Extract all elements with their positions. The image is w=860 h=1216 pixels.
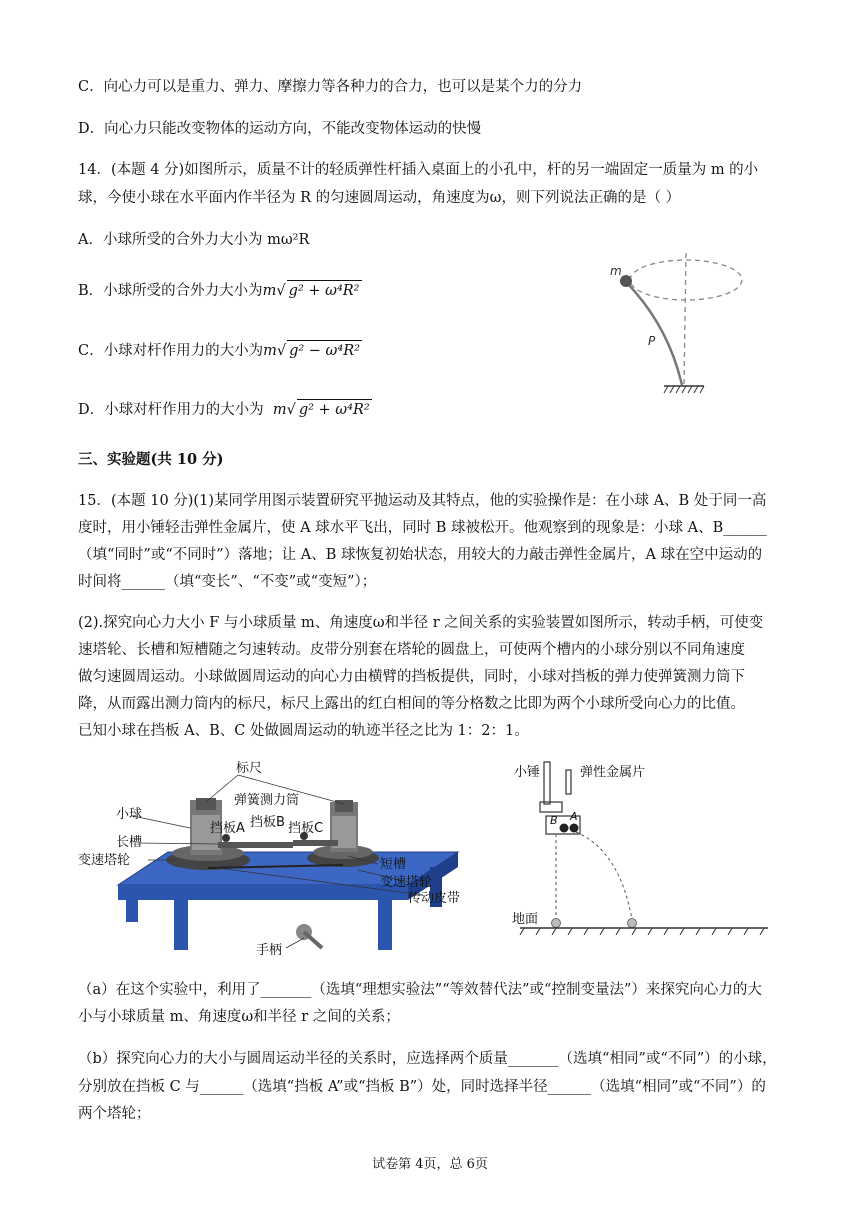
q15-p1-line1: 15．(本题 10 分)(1)某同学用图示装置研究平抛运动及其特点，他的实验操作是：在小球 A、B 处于同一高 [78, 493, 767, 509]
q15-p1-line2: 度时，用小锤轻击弹性金属片，使 A 球水平飞出，同时 B 球被松开。他观察到的现象是：小球 A、B______ [78, 520, 767, 536]
q14-fig-p-label: P [648, 334, 656, 348]
label-xiaoqiu: 小球 [116, 807, 143, 822]
q14-option-b-text: B．小球所受的合外力大小为 [78, 283, 263, 299]
label-dangban-a: 挡板A [210, 821, 245, 836]
q15-a-line2: 小与小球质量 m、角速度ω和半径 r 之间的关系； [78, 1009, 400, 1025]
label-tanhuang: 弹簧测力筒 [234, 793, 300, 808]
q14-option-b-m: m [262, 283, 277, 299]
q14-option-d-radicand: g² + ω⁴R² [297, 399, 372, 420]
q14-option-d-m: m [272, 402, 287, 418]
label-talun-left: 变速塔轮 [78, 853, 131, 868]
projectile-figure [510, 756, 780, 942]
q15-p1-line3: （填“同时”或“不同时”）落地；让 A、B 球恢复初始状态，用较大的力敲击弹性金属片，A 球在空中运动的 [78, 547, 763, 563]
label-dimian: 地面 [512, 912, 539, 927]
q14-option-a: A．小球所受的合外力大小为 mω²R [78, 232, 310, 248]
label-jinshupian: 弹性金属片 [580, 765, 646, 780]
q15-b-line3: 两个塔轮； [78, 1106, 151, 1122]
q15-p1-line4: 时间将______（填“变长”、“不变”或“变短”）； [78, 574, 377, 590]
q14-stem-line1: 14．(本题 4 分)如图所示，质量不计的轻质弹性杆插入桌面上的小孔中，杆的另一端固定一质量为 m 的小 [78, 162, 759, 178]
q15-b-line1: （b）探究向心力的大小与圆周运动半径的关系时，应选择两个质量_______（选填“相同”或“不同”）的小球， [78, 1051, 777, 1067]
q14-option-b: B．小球所受的合外力大小为m√ g² + ω⁴R² [78, 280, 362, 301]
label-dangban-b: 挡板B [250, 815, 285, 830]
q14-option-b-radicand: g² + ω⁴R² [287, 280, 362, 301]
label-changcao: 长槽 [116, 835, 143, 850]
q14-rod-figure [598, 245, 748, 400]
label-biaochi: 标尺 [236, 761, 263, 776]
q15-p2-line3: 做匀速圆周运动。小球做圆周运动的向心力由横臂的挡板提供，同时，小球对挡板的弹力使弹簧测力筒下 [78, 669, 745, 685]
option-13-d: D．向心力只能改变物体的运动方向，不能改变物体运动的快慢 [78, 121, 482, 137]
label-talun-right: 变速塔轮 [380, 875, 433, 890]
q14-option-d-text: D．小球对杆作用力的大小为 [78, 402, 264, 418]
label-xiaochui: 小锤 [514, 765, 541, 780]
q15-a-line1: （a）在这个实验中，利用了_______（选填“理想实验法”“等效替代法”或“控制变量法”）来探究向心力的大 [78, 982, 762, 998]
q14-option-c-m: m [263, 343, 277, 359]
option-13-c: C．向心力可以是重力、弹力、摩擦力等各种力的合力，也可以是某个力的分力 [78, 79, 583, 95]
centripetal-apparatus-figure [78, 760, 478, 960]
q14-option-c: C．小球对杆作用力的大小为m√ g² − ω⁴R² [78, 340, 362, 361]
label-duancao: 短槽 [380, 857, 407, 872]
q15-p2-line5: 已知小球在挡板 A、B、C 处做圆周运动的轨迹半径之比为 1：2：1。 [78, 723, 529, 739]
label-ball-b: B [550, 814, 558, 827]
q14-fig-m-label: m [610, 264, 622, 278]
q14-option-d: D．小球对杆作用力的大小为 m√ g² + ω⁴R² [78, 399, 372, 420]
label-dangban-c: 挡板C [288, 821, 324, 836]
q15-p2-line4: 降，从而露出测力筒内的标尺，标尺上露出的红白相间的等分格数之比即为两个小球所受向心力的比值。 [78, 696, 745, 712]
q15-p2-line2: 速塔轮、长槽和短槽随之匀速转动。皮带分别套在塔轮的圆盘上，可使两个槽内的小球分别以不同角速度 [78, 642, 745, 658]
section3-title: 三、实验题(共 10 分) [78, 451, 224, 468]
label-ball-a: A [570, 810, 578, 823]
page-footer: 试卷第 4页，总 6页 [372, 1157, 488, 1172]
label-pidai: 传动皮带 [408, 891, 461, 906]
q14-option-c-radicand: g² − ω⁴R² [287, 340, 362, 361]
q15-b-line2: 分别放在挡板 C 与______（选填“挡板 A”或“挡板 B”）处，同时选择半径______（选填“相同”或“不同”）的 [78, 1079, 766, 1095]
q14-stem-line2: 球，今使小球在水平面内作半径为 R 的匀速圆周运动，角速度为ω，则下列说法正确的是（ ） [78, 190, 681, 206]
q15-p2-line1: (2).探究向心力大小 F 与小球质量 m、角速度ω和半径 r 之间关系的实验装置如图所示，转动手柄，可使变 [78, 615, 764, 631]
q14-option-c-text: C．小球对杆作用力的大小为 [78, 343, 264, 359]
label-shoubing: 手柄 [256, 943, 283, 958]
